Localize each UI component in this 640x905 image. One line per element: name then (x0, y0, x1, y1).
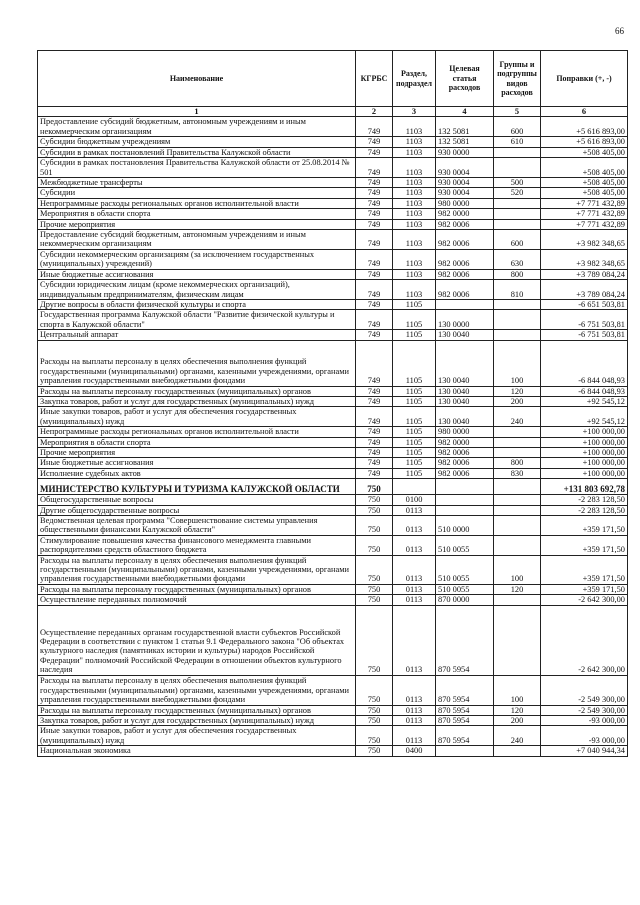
row-target: 130 0040 (436, 340, 494, 386)
row-target: 982 0006 (436, 249, 494, 269)
row-kgrbs: 749 (356, 158, 393, 178)
row-target: 870 5954 (436, 605, 494, 675)
row-group: 200 (494, 396, 541, 406)
row-section: 1103 (393, 219, 436, 229)
row-kgrbs: 749 (356, 386, 393, 396)
table-row (38, 726, 628, 746)
row-amount: -2 549 300,00 (541, 705, 628, 715)
row-name: Другие вопросы в области физической культуры и спорта (38, 299, 356, 309)
row-amount: -93 000,00 (541, 726, 628, 746)
row-kgrbs: 749 (356, 219, 393, 229)
row-name: Предоставление субсидий бюджетным, автономным учреждениям и иным некоммерческим организациям (38, 117, 356, 137)
table-row (38, 198, 628, 208)
row-section: 1105 (393, 310, 436, 330)
row-amount: +131 803 692,78 (541, 479, 628, 495)
row-section: 1105 (393, 386, 436, 396)
page-number: 66 (615, 26, 624, 36)
row-section: 0113 (393, 555, 436, 584)
row-section: 0113 (393, 716, 436, 726)
row-section: 1105 (393, 458, 436, 468)
row-target (436, 299, 494, 309)
row-section: 0113 (393, 516, 436, 536)
column-number: 6 (541, 107, 628, 117)
row-amount: -2 283 128,50 (541, 495, 628, 505)
row-name: Осуществление переданных полномочий (38, 595, 356, 605)
row-amount: +359 171,50 (541, 555, 628, 584)
row-amount: -6 844 048,93 (541, 340, 628, 386)
row-section: 1103 (393, 147, 436, 157)
column-number: 3 (393, 107, 436, 117)
row-group: 120 (494, 584, 541, 594)
row-target: 930 0004 (436, 158, 494, 178)
table-row (38, 605, 628, 675)
row-group: 520 (494, 188, 541, 198)
row-section: 1105 (393, 299, 436, 309)
row-target: 510 0055 (436, 555, 494, 584)
row-target: 982 0006 (436, 447, 494, 457)
row-amount: +100 000,00 (541, 437, 628, 447)
row-group (494, 605, 541, 675)
row-kgrbs: 750 (356, 595, 393, 605)
row-section: 0113 (393, 595, 436, 605)
row-target: 510 0055 (436, 584, 494, 594)
row-name: Национальная экономика (38, 746, 356, 756)
row-target: 930 0004 (436, 188, 494, 198)
row-amount: +92 545,12 (541, 396, 628, 406)
row-amount: +7 771 432,89 (541, 198, 628, 208)
row-target: 982 0000 (436, 209, 494, 219)
row-name: Общегосударственные вопросы (38, 495, 356, 505)
row-target: 982 0006 (436, 468, 494, 478)
row-name: Другие общегосударственные вопросы (38, 505, 356, 515)
row-group: 830 (494, 468, 541, 478)
table-row (38, 447, 628, 457)
row-group (494, 310, 541, 330)
row-kgrbs: 749 (356, 427, 393, 437)
row-kgrbs: 750 (356, 479, 393, 495)
row-target: 130 0040 (436, 407, 494, 427)
row-amount: -2 642 300,00 (541, 595, 628, 605)
row-amount: -6 751 503,81 (541, 310, 628, 330)
row-section: 1105 (393, 427, 436, 437)
column-number: 4 (436, 107, 494, 117)
row-amount: +7 771 432,89 (541, 209, 628, 219)
row-name: Центральный аппарат (38, 330, 356, 340)
row-kgrbs: 750 (356, 584, 393, 594)
table-row (38, 117, 628, 137)
row-target: 980 0000 (436, 427, 494, 437)
table-row (38, 427, 628, 437)
row-kgrbs: 749 (356, 269, 393, 279)
table-row (38, 386, 628, 396)
row-name: Субсидии в рамках постановлений Правительства Калужской области (38, 147, 356, 157)
table-row (38, 396, 628, 406)
row-section: 1105 (393, 437, 436, 447)
table-row (38, 437, 628, 447)
row-name: Непрограммные расходы региональных органов исполнительной власти (38, 427, 356, 437)
row-name: Прочие мероприятия (38, 219, 356, 229)
row-name: МИНИСТЕРСТВО КУЛЬТУРЫ И ТУРИЗМА КАЛУЖСКОЙ ОБЛАСТИ (38, 479, 356, 495)
row-kgrbs: 750 (356, 705, 393, 715)
row-kgrbs: 749 (356, 147, 393, 157)
row-section: 1103 (393, 117, 436, 137)
row-group: 600 (494, 117, 541, 137)
column-number: 2 (356, 107, 393, 117)
table-row (38, 178, 628, 188)
row-kgrbs: 749 (356, 299, 393, 309)
table-row (38, 209, 628, 219)
row-kgrbs: 750 (356, 675, 393, 705)
row-target (436, 479, 494, 495)
column-number-row (38, 107, 628, 117)
row-name: Иные бюджетные ассигнования (38, 269, 356, 279)
row-amount: +359 171,50 (541, 535, 628, 555)
row-amount: +3 982 348,65 (541, 249, 628, 269)
row-name: Расходы на выплаты персоналу в целях обеспечения выполнения функций государственными (муниципальными) органами, казенными учреждениями, органами управления государственными внебюджетными фондами (38, 340, 356, 386)
header-groups: Группы и подгруппы видов расходов (494, 51, 541, 107)
header-amendments: Поправки (+, -) (541, 51, 628, 107)
row-section: 1103 (393, 209, 436, 219)
row-group: 800 (494, 458, 541, 468)
row-amount: -6 844 048,93 (541, 386, 628, 396)
row-name: Предоставление субсидий бюджетным, автономным учреждениям и иным некоммерческим организациям (38, 230, 356, 250)
row-section: 1105 (393, 407, 436, 427)
row-amount: +7 040 944,34 (541, 746, 628, 756)
row-section: 1105 (393, 447, 436, 457)
row-section: 1103 (393, 198, 436, 208)
row-section: 1103 (393, 230, 436, 250)
row-group: 810 (494, 280, 541, 300)
row-kgrbs: 750 (356, 555, 393, 584)
row-group: 100 (494, 675, 541, 705)
row-name: Исполнение судебных актов (38, 468, 356, 478)
row-target: 982 0006 (436, 280, 494, 300)
row-group: 800 (494, 269, 541, 279)
row-kgrbs: 749 (356, 280, 393, 300)
row-amount: +359 171,50 (541, 516, 628, 536)
row-target: 132 5081 (436, 117, 494, 137)
row-kgrbs: 749 (356, 178, 393, 188)
row-group (494, 479, 541, 495)
row-name: Субсидии юридическим лицам (кроме некоммерческих организаций), индивидуальным предпринимателям, физическим лицам (38, 280, 356, 300)
table-row (38, 299, 628, 309)
table-row (38, 468, 628, 478)
row-amount: +508 405,00 (541, 158, 628, 178)
row-section: 1105 (393, 468, 436, 478)
row-group: 630 (494, 249, 541, 269)
row-target: 930 0000 (436, 147, 494, 157)
row-amount: -2 642 300,00 (541, 605, 628, 675)
row-amount: +100 000,00 (541, 458, 628, 468)
column-number: 1 (38, 107, 356, 117)
budget-amendments-table (37, 50, 628, 757)
row-kgrbs: 749 (356, 340, 393, 386)
row-amount: -2 283 128,50 (541, 505, 628, 515)
row-target: 130 0040 (436, 330, 494, 340)
row-name: Иные закупки товаров, работ и услуг для обеспечения государственных (муниципальных) нужд (38, 726, 356, 746)
row-group (494, 198, 541, 208)
table-row (38, 675, 628, 705)
row-group (494, 299, 541, 309)
table-row (38, 137, 628, 147)
row-name: Межбюджетные трансферты (38, 178, 356, 188)
table-row (38, 555, 628, 584)
row-kgrbs: 750 (356, 505, 393, 515)
table-row (38, 269, 628, 279)
row-amount: +3 789 084,24 (541, 269, 628, 279)
row-name: Расходы на выплаты персоналу государственных (муниципальных) органов (38, 705, 356, 715)
table-row (38, 705, 628, 715)
row-target: 132 5081 (436, 137, 494, 147)
row-kgrbs: 749 (356, 198, 393, 208)
row-name: Закупка товаров, работ и услуг для государственных (муниципальных) нужд (38, 396, 356, 406)
row-target: 510 0000 (436, 516, 494, 536)
row-name: Прочие мероприятия (38, 447, 356, 457)
row-target: 870 5954 (436, 675, 494, 705)
table-row (38, 147, 628, 157)
row-section: 0113 (393, 535, 436, 555)
row-amount: +508 405,00 (541, 147, 628, 157)
row-group: 500 (494, 178, 541, 188)
row-kgrbs: 749 (356, 117, 393, 137)
row-kgrbs: 750 (356, 495, 393, 505)
row-group (494, 505, 541, 515)
row-target: 130 0000 (436, 310, 494, 330)
row-name: Расходы на выплаты персоналу государственных (муниципальных) органов (38, 584, 356, 594)
row-name: Стимулирование повышения качества финансового менеджмента главными распорядителями средств областного бюджета (38, 535, 356, 555)
row-target: 130 0040 (436, 386, 494, 396)
table-row (38, 340, 628, 386)
row-target: 982 0006 (436, 458, 494, 468)
table-row (38, 595, 628, 605)
row-group: 240 (494, 407, 541, 427)
row-target: 980 0000 (436, 198, 494, 208)
row-section: 0113 (393, 705, 436, 715)
row-name: Закупка товаров, работ и услуг для государственных (муниципальных) нужд (38, 716, 356, 726)
row-group: 240 (494, 726, 541, 746)
row-section: 1105 (393, 330, 436, 340)
row-name: Субсидии (38, 188, 356, 198)
row-name: Мероприятия в области спорта (38, 209, 356, 219)
row-amount: +508 405,00 (541, 178, 628, 188)
row-section: 1103 (393, 269, 436, 279)
table-row (38, 495, 628, 505)
header-section: Раздел, подраздел (393, 51, 436, 107)
header-kgrbs: КГРБС (356, 51, 393, 107)
row-kgrbs: 749 (356, 137, 393, 147)
row-group (494, 746, 541, 756)
row-kgrbs: 749 (356, 458, 393, 468)
table-row (38, 230, 628, 250)
row-group: 100 (494, 555, 541, 584)
row-name: Непрограммные расходы региональных органов исполнительной власти (38, 198, 356, 208)
table-row (38, 249, 628, 269)
row-name: Ведомственная целевая программа "Совершенствование системы управления общественными финансами Калужской области" (38, 516, 356, 536)
row-kgrbs: 750 (356, 716, 393, 726)
row-section: 0113 (393, 675, 436, 705)
row-target (436, 505, 494, 515)
table-row (38, 479, 628, 495)
row-group (494, 147, 541, 157)
row-amount: -2 549 300,00 (541, 675, 628, 705)
row-kgrbs: 749 (356, 330, 393, 340)
table-row (38, 280, 628, 300)
row-amount: +5 616 893,00 (541, 137, 628, 147)
header-target: Целевая статья расходов (436, 51, 494, 107)
row-target: 870 5954 (436, 716, 494, 726)
row-section (393, 479, 436, 495)
row-amount: -6 751 503,81 (541, 330, 628, 340)
row-section: 1105 (393, 396, 436, 406)
row-amount: -93 000,00 (541, 716, 628, 726)
row-kgrbs: 749 (356, 407, 393, 427)
row-group (494, 516, 541, 536)
row-group: 100 (494, 340, 541, 386)
row-target: 130 0040 (436, 396, 494, 406)
row-kgrbs: 749 (356, 396, 393, 406)
row-target: 982 0000 (436, 437, 494, 447)
table-row (38, 310, 628, 330)
row-kgrbs: 750 (356, 605, 393, 675)
row-amount: +508 405,00 (541, 188, 628, 198)
row-group (494, 495, 541, 505)
row-group (494, 535, 541, 555)
row-section: 1103 (393, 178, 436, 188)
table-row (38, 330, 628, 340)
row-section: 1103 (393, 158, 436, 178)
row-amount: +7 771 432,89 (541, 219, 628, 229)
row-name: Иные бюджетные ассигнования (38, 458, 356, 468)
row-amount: +359 171,50 (541, 584, 628, 594)
row-amount: +100 000,00 (541, 447, 628, 457)
column-number: 5 (494, 107, 541, 117)
row-kgrbs: 749 (356, 188, 393, 198)
row-name: Осуществление переданных органам государственной власти субъектов Российской Федерации в соответствии с пунктом 1 статьи 9.1 Федерального закона "Об объектах культурного наследия (памятниках истории и культуры) народов Российской Федерации" полномочий Российской Федерации в отношении объектов культурного наследия (38, 605, 356, 675)
row-section: 0113 (393, 584, 436, 594)
row-section: 1103 (393, 280, 436, 300)
row-target: 870 5954 (436, 726, 494, 746)
row-group (494, 447, 541, 457)
row-kgrbs: 749 (356, 447, 393, 457)
row-target: 930 0004 (436, 178, 494, 188)
row-name: Расходы на выплаты персоналу государственных (муниципальных) органов (38, 386, 356, 396)
row-target: 982 0006 (436, 219, 494, 229)
row-amount: +100 000,00 (541, 427, 628, 437)
row-name: Государственная программа Калужской области "Развитие физической культуры и спорта в Калужской области" (38, 310, 356, 330)
row-group (494, 437, 541, 447)
row-section: 0113 (393, 605, 436, 675)
table-row (38, 158, 628, 178)
row-group (494, 219, 541, 229)
row-target: 982 0006 (436, 230, 494, 250)
row-section: 0400 (393, 746, 436, 756)
row-section: 1103 (393, 249, 436, 269)
header-name: Наименование (38, 51, 356, 107)
table-row (38, 407, 628, 427)
row-group: 610 (494, 137, 541, 147)
row-group (494, 427, 541, 437)
row-section: 1103 (393, 137, 436, 147)
row-kgrbs: 750 (356, 746, 393, 756)
row-kgrbs: 749 (356, 437, 393, 447)
row-group (494, 330, 541, 340)
row-section: 1105 (393, 340, 436, 386)
table-row (38, 716, 628, 726)
row-target (436, 495, 494, 505)
table-row (38, 516, 628, 536)
row-amount: +92 545,12 (541, 407, 628, 427)
row-amount: +5 616 893,00 (541, 117, 628, 137)
row-section: 0100 (393, 495, 436, 505)
row-kgrbs: 750 (356, 535, 393, 555)
row-target: 870 5954 (436, 705, 494, 715)
row-group: 120 (494, 705, 541, 715)
table-body (38, 117, 628, 756)
table-row (38, 219, 628, 229)
row-section: 1103 (393, 188, 436, 198)
row-group (494, 209, 541, 219)
table-row (38, 584, 628, 594)
row-target (436, 746, 494, 756)
row-group: 200 (494, 716, 541, 726)
row-amount: +100 000,00 (541, 468, 628, 478)
table-row (38, 188, 628, 198)
row-amount: -6 651 503,81 (541, 299, 628, 309)
row-kgrbs: 749 (356, 468, 393, 478)
row-amount: +3 982 348,65 (541, 230, 628, 250)
row-name: Расходы на выплаты персоналу в целях обеспечения выполнения функций государственными (муниципальными) органами, казенными учреждениями, органами управления государственными внебюджетными фондами (38, 555, 356, 584)
row-name: Субсидии некоммерческим организациям (за исключением государственных (муниципальных) учреждений) (38, 249, 356, 269)
row-section: 0113 (393, 726, 436, 746)
row-group: 120 (494, 386, 541, 396)
row-group: 600 (494, 230, 541, 250)
row-target: 982 0006 (436, 269, 494, 279)
row-name: Субсидии в рамках постановления Правительства Калужской области от 25.08.2014 № 501 (38, 158, 356, 178)
row-kgrbs: 749 (356, 209, 393, 219)
table-row (38, 505, 628, 515)
row-amount: +3 789 084,24 (541, 280, 628, 300)
row-kgrbs: 750 (356, 516, 393, 536)
row-kgrbs: 750 (356, 726, 393, 746)
row-name: Иные закупки товаров, работ и услуг для обеспечения государственных (муниципальных) нужд (38, 407, 356, 427)
row-kgrbs: 749 (356, 310, 393, 330)
row-name: Расходы на выплаты персоналу в целях обеспечения выполнения функций государственными (муниципальными) органами, казенными учреждениями, органами управления государственными внебюджетными фондами (38, 675, 356, 705)
row-name: Мероприятия в области спорта (38, 437, 356, 447)
row-target: 870 0000 (436, 595, 494, 605)
row-section: 0113 (393, 505, 436, 515)
table-row (38, 458, 628, 468)
row-group (494, 595, 541, 605)
row-group (494, 158, 541, 178)
row-kgrbs: 749 (356, 249, 393, 269)
row-target: 510 0055 (436, 535, 494, 555)
table-row (38, 746, 628, 756)
row-kgrbs: 749 (356, 230, 393, 250)
table-row (38, 535, 628, 555)
row-name: Субсидии бюджетным учреждениям (38, 137, 356, 147)
